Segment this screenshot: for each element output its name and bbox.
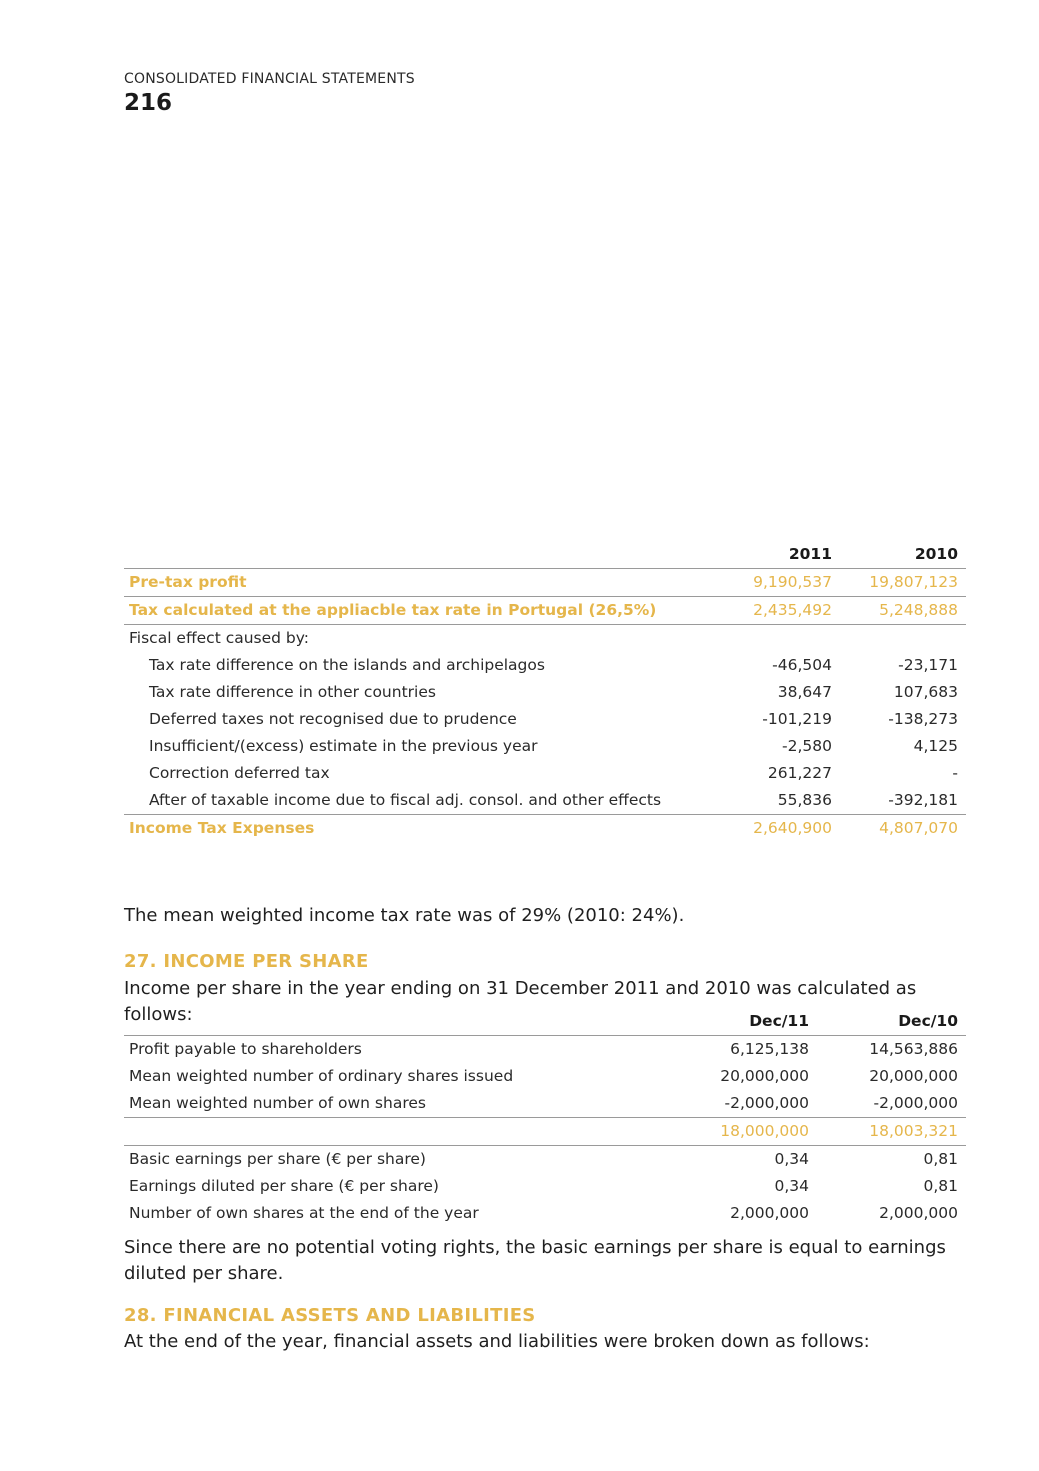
- header-label: CONSOLIDATED FINANCIAL STATEMENTS: [124, 71, 415, 87]
- table-row: Earnings diluted per share (€ per share) 0,34 0,81: [129, 1177, 958, 1195]
- column-header-2010: 2010: [914, 545, 958, 563]
- section-intro: Income per share in the year ending on 31 December 2011 and 2010 was calculated as follows:: [124, 978, 917, 1025]
- table-header-row: [124, 541, 966, 569]
- table-header-row: [124, 1008, 966, 1036]
- table-row: Number of own shares at the end of the year 2,000,000 2,000,000: [129, 1204, 958, 1222]
- table-row: Tax calculated at the appliacble tax rate in Portugal (26,5%) 2,435,492 5,248,888: [124, 597, 966, 625]
- income-per-share-table: [124, 1008, 966, 1227]
- section-intro: At the end of the year, financial assets and liabilities were broken down as follows:: [124, 1331, 870, 1352]
- table-row: Profit payable to shareholders 6,125,138 14,563,886: [124, 1036, 966, 1064]
- column-header-dec10: Dec/10: [898, 1012, 958, 1030]
- table-row: Deferred taxes not recognised due to prudence -101,219 -138,273: [149, 710, 958, 728]
- table-row: Basic earnings per share (€ per share) 0,34 0,81: [124, 1146, 966, 1174]
- table-subtotal-row: 18,000,000 18,003,321: [124, 1118, 966, 1146]
- mean-rate-paragraph: The mean weighted income tax rate was of 29% (2010: 24%).: [124, 905, 685, 926]
- table-total-row: Income Tax Expenses 2,640,900 4,807,070: [124, 815, 966, 843]
- section-heading-financial-assets: 28. FINANCIAL ASSETS AND LIABILITIES: [124, 1305, 536, 1326]
- page-number: 216: [124, 90, 173, 116]
- table-row: Mean weighted number of own shares -2,000,000 -2,000,000: [129, 1094, 958, 1112]
- table-row: Tax rate difference in other countries 38,647 107,683: [149, 683, 958, 701]
- table-row: Insufficient/(excess) estimate in the previous year -2,580 4,125: [149, 737, 958, 755]
- table-row: Fiscal effect caused by:: [124, 625, 966, 653]
- table-row: Mean weighted number of ordinary shares issued 20,000,000 20,000,000: [129, 1067, 958, 1085]
- column-header-dec11: Dec/11: [749, 1012, 809, 1030]
- table-row: Tax rate difference on the islands and archipelagos -46,504 -23,171: [149, 656, 958, 674]
- tax-reconciliation-table: [124, 541, 966, 842]
- section-heading-income-per-share: 27. INCOME PER SHARE: [124, 951, 369, 972]
- table-row: Pre-tax profit 9,190,537 19,807,123: [124, 569, 966, 597]
- voting-rights-paragraph: Since there are no potential voting rights, the basic earnings per share is equal to earnings diluted per share.: [124, 1237, 946, 1284]
- table-row: After of taxable income due to fiscal adj. consol. and other effects 55,836 -392,181: [149, 791, 958, 809]
- column-header-2011: 2011: [788, 545, 832, 563]
- table-row: Correction deferred tax 261,227 -: [149, 764, 958, 782]
